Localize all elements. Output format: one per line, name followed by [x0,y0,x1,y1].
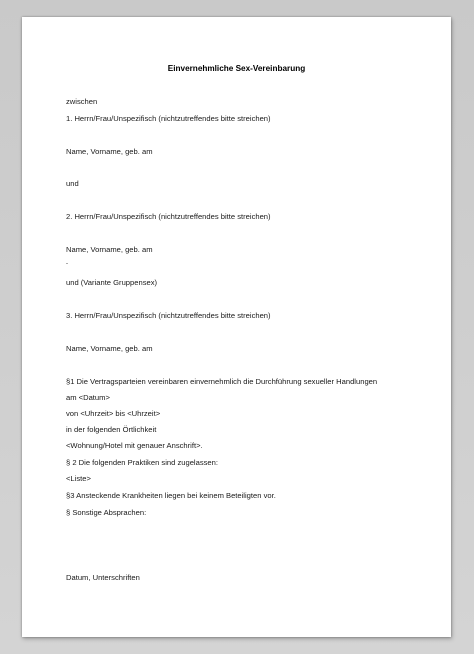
paragraph-2: § 2 Die folgenden Praktiken sind zugelassen: [66,458,218,467]
party-2-salutation: 2. Herrn/Frau/Unspezifisch (nichtzutreffendes bitte streichen) [66,212,271,221]
document-title: Einvernehmliche Sex-Vereinbarung [167,64,306,73]
document-page [22,17,451,637]
paragraph-1: §1 Die Vertragsparteien vereinbaren einvernehmlich die Durchführung sexueller Handlungen [66,377,378,386]
paragraph-1-address: <Wohnung/Hotel mit genauer Anschrift>. [66,441,203,450]
party-3-name-line: Name, Vorname, geb. am [66,344,153,353]
party-2-name-line: Name, Vorname, geb. am [66,245,153,254]
text-und-variante: und (Variante Gruppensex) [66,278,158,287]
party-3-salutation: 3. Herrn/Frau/Unspezifisch (nichtzutreffendes bitte streichen) [66,311,271,320]
signature-line: Datum, Unterschriften [66,573,140,582]
party-1-salutation: 1. Herrn/Frau/Unspezifisch (nichtzutreffendes bitte streichen) [66,114,271,123]
text-und: und [66,179,79,188]
text-zwischen: zwischen [66,97,98,106]
paragraph-other-agreements: § Sonstige Absprachen: [66,508,147,517]
paragraph-1-location-intro: in der folgenden Örtlichkeit [66,425,157,434]
paragraph-2-list: <Liste> [66,474,91,483]
paragraph-3: §3 Ansteckende Krankheiten liegen bei keinem Beteiligten vor. [66,491,276,500]
dash-mark: - [66,261,68,267]
paragraph-1-time: von <Uhrzeit> bis <Uhrzeit> [66,409,161,418]
party-1-name-line: Name, Vorname, geb. am [66,147,153,156]
paragraph-1-date: am <Datum> [66,393,110,402]
